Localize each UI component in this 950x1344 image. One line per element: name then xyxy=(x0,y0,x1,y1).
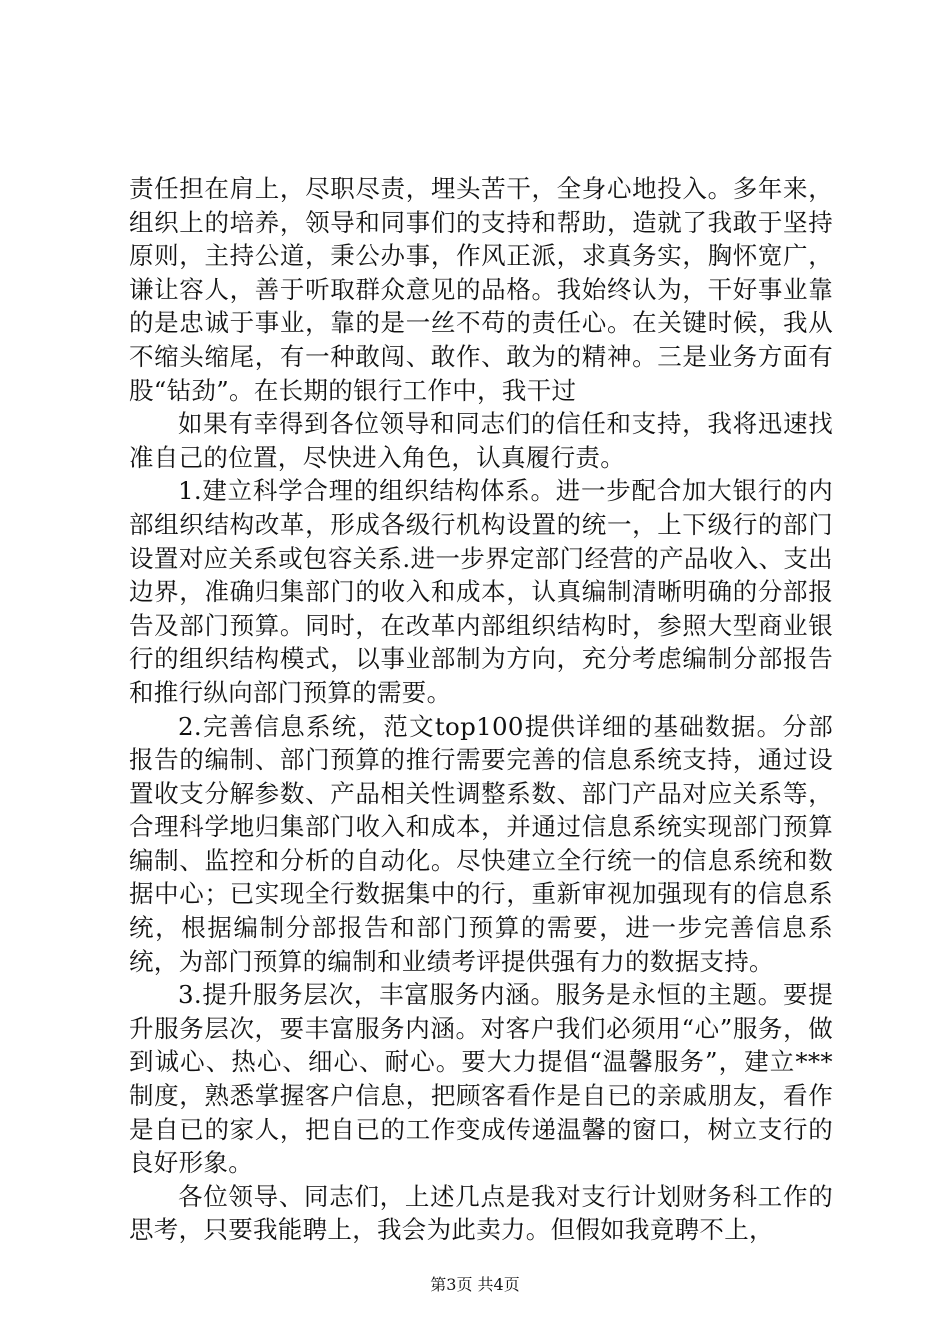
document-body xyxy=(129,172,833,1247)
paragraph-intro: 如果有幸得到各位领导和同志们的信任和支持，我将迅速找准自己的位置，尽快进入角色，认真履行责。 xyxy=(129,409,833,472)
paragraph-continuation: 责任担在肩上，尽职尽责，埋头苦干，全身心地投入。多年来，组织上的培养，领导和同事们的支持和帮助，造就了我敢于坚持原则，主持公道，秉公办事，作风正派，求真务实，胸怀宽广，谦让容人，善于听取群众意见的品格。我始终认为，干好事业靠的是忠诚于事业，靠的是一丝不苟的责任心。在关键时候，我从不缩头缩尾，有一种敢闯、敢作、敢为的精神。三是业务方面有股“钻劲”。在长期的银行工作中，我干过 xyxy=(129,174,833,405)
paragraph-item-3: 3.提升服务层次，丰富服务内涵。服务是永恒的主题。要提升服务层次，要丰富服务内涵。对客户我们必须用“心”服务，做到诚心、热心、细心、耐心。要大力提倡“温馨服务”，建立***制度，熟悉掌握客户信息，把顾客看作是自已的亲戚朋友，看作是自已的家人，把自已的工作变成传递温馨的窗口，树立支行的良好形象。 xyxy=(129,980,833,1178)
page-footer: 第3页 共4页 xyxy=(430,1275,520,1294)
paragraph-closing: 各位领导、同志们，上述几点是我对支行计划财务科工作的思考，只要我能聘上，我会为此卖力。但假如我竟聘不上， xyxy=(129,1181,833,1245)
paragraph-item-2: 2.完善信息系统，范文top100提供详细的基础数据。分部报告的编制、部门预算的推行需要完善的信息系统支持，通过设置收支分解参数、产品相关性调整系数、部门产品对应关系等，合理科学地归集部门收入和成本，并通过信息系统实现部门预算编制、监控和分析的自动化。尽快建立全行统一的信息系统和数据中心；已实现全行数据集中的行，重新审视加强现有的信息系统，根据编制分部报告和部门预算的需要，进一步完善信息系统，为部门预算的编制和业绩考评提供强有力的数据支持。 xyxy=(129,711,833,976)
paragraph-item-1: 1.建立科学合理的组织结构体系。进一步配合加大银行的内部组织结构改革，形成各级行机构设置的统一，上下级行的部门设置对应关系或包容关系.进一步界定部门经营的产品收入、支出边界，准确归集部门的收入和成本，认真编制清晰明确的分部报告及部门预算。同时，在改革内部组织结构时，参照大型商业银行的组织结构模式，以事业部制为方向，充分考虑编制分部报告和推行纵向部门预算的需要。 xyxy=(129,476,833,707)
